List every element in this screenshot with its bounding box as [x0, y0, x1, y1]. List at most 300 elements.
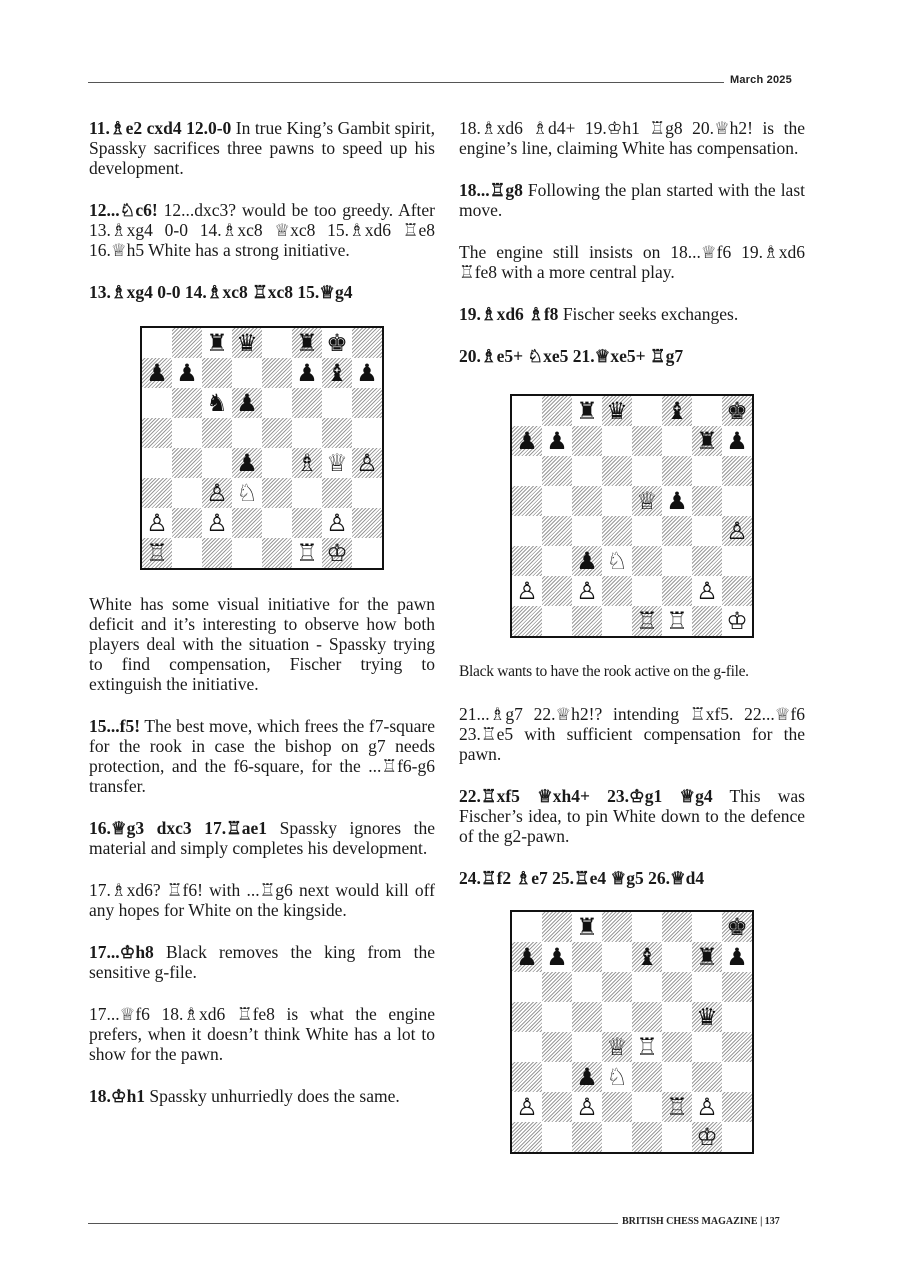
white-queen-icon: ♕: [606, 1033, 628, 1061]
board-square: [602, 942, 632, 972]
board-square: [692, 486, 722, 516]
white-knight-icon: ♘: [236, 479, 258, 507]
board-square: [512, 1062, 542, 1092]
black-pawn-icon: ♟: [576, 1063, 598, 1091]
board-square: [292, 448, 322, 478]
board-square: [662, 486, 692, 516]
board-square: [202, 328, 232, 358]
board-square: [632, 1092, 662, 1122]
board-square: [262, 328, 292, 358]
board-square: [542, 942, 572, 972]
board-square: [662, 516, 692, 546]
board-square: [542, 912, 572, 942]
board-square: [602, 516, 632, 546]
board-square: [722, 942, 752, 972]
board-square: [292, 418, 322, 448]
white-pawn-icon: ♙: [206, 479, 228, 507]
board-square: [662, 576, 692, 606]
board-square: [542, 456, 572, 486]
board-square: [662, 546, 692, 576]
board-square: [662, 972, 692, 1002]
black-pawn-icon: ♟: [236, 389, 258, 417]
board-square: [632, 1032, 662, 1062]
board-square: [722, 516, 752, 546]
board-square: [722, 1062, 752, 1092]
board-square: [692, 1002, 722, 1032]
board-square: [142, 328, 172, 358]
paragraph: [459, 346, 805, 366]
board-square: [542, 516, 572, 546]
commentary: White has some visual initiative for the pawn deficit and it’s interesting to observe how both players deal with the situation - Spassky trying to find compensation, Fischer trying to extinguish the initiative.: [89, 594, 435, 694]
board-square: [662, 1122, 692, 1152]
black-pawn-icon: ♟: [296, 359, 318, 387]
move-text: 18.♔h1: [89, 1086, 146, 1106]
board-square: [692, 1062, 722, 1092]
board-square: [292, 478, 322, 508]
board-square: [262, 448, 292, 478]
board-square: [572, 1032, 602, 1062]
move-text: 24.♖f2 ♗e7 25.♖e4 ♕g5 26.♕d4: [459, 868, 705, 888]
chess-diagram: [510, 394, 754, 638]
board-square: [632, 426, 662, 456]
board-square: [602, 486, 632, 516]
commentary: Following the plan started with the last move.: [459, 180, 805, 220]
chess-diagram: [510, 910, 754, 1154]
board-square: [572, 1122, 602, 1152]
right-column: [459, 118, 805, 1178]
move-text: 11.♗e2 cxd4 12.0-0: [89, 118, 232, 138]
position-after-21-rg7: [510, 394, 754, 638]
issue-date: March 2025: [730, 74, 792, 86]
board-square: [232, 508, 262, 538]
white-rook-icon: ♖: [666, 1093, 688, 1121]
board-square: [512, 606, 542, 636]
paragraph: [89, 594, 435, 694]
white-pawn-icon: ♙: [356, 449, 378, 477]
board-square: [602, 576, 632, 606]
commentary: Spassky unhurriedly does the same.: [145, 1086, 400, 1106]
white-pawn-icon: ♙: [516, 1093, 538, 1121]
board-square: [632, 606, 662, 636]
board-square: [722, 1002, 752, 1032]
black-bishop-icon: ♝: [326, 359, 348, 387]
commentary: 17.♗xd6? ♖f6! with ...♖g6 next would kill off any hopes for White on the kingside.: [89, 880, 435, 920]
chess-diagram: [140, 326, 384, 570]
board-square: [232, 358, 262, 388]
black-pawn-icon: ♟: [236, 449, 258, 477]
board-square: [142, 448, 172, 478]
board-square: [692, 516, 722, 546]
black-pawn-icon: ♟: [516, 943, 538, 971]
board-square: [352, 508, 382, 538]
board-square: [262, 388, 292, 418]
board-square: [692, 576, 722, 606]
black-queen-icon: ♛: [236, 329, 258, 357]
black-rook-icon: ♜: [206, 329, 228, 357]
position-after-26-qd4: [510, 910, 754, 1154]
black-rook-icon: ♜: [296, 329, 318, 357]
paragraph: [89, 1086, 435, 1106]
white-knight-icon: ♘: [606, 1063, 628, 1091]
board-square: [662, 606, 692, 636]
board-square: [722, 426, 752, 456]
board-square: [542, 546, 572, 576]
board-square: [542, 1122, 572, 1152]
paragraph: [459, 786, 805, 846]
board-square: [662, 1062, 692, 1092]
board-square: [262, 418, 292, 448]
board-square: [722, 396, 752, 426]
board-square: [662, 1002, 692, 1032]
board-square: [262, 478, 292, 508]
header-rule: [88, 82, 724, 83]
board-square: [232, 538, 262, 568]
paragraph: [89, 818, 435, 858]
board-square: [542, 486, 572, 516]
board-square: [322, 358, 352, 388]
board-square: [512, 1032, 542, 1062]
paragraph: [459, 704, 805, 764]
black-king-icon: ♚: [726, 397, 748, 425]
board-square: [572, 1002, 602, 1032]
white-pawn-icon: ♙: [326, 509, 348, 537]
black-pawn-icon: ♟: [576, 547, 598, 575]
white-pawn-icon: ♙: [206, 509, 228, 537]
board-square: [322, 328, 352, 358]
board-square: [542, 972, 572, 1002]
white-bishop-icon: ♗: [296, 449, 318, 477]
board-square: [352, 478, 382, 508]
black-pawn-icon: ♟: [146, 359, 168, 387]
paragraph: [459, 180, 805, 220]
white-pawn-icon: ♙: [726, 517, 748, 545]
black-pawn-icon: ♟: [546, 427, 568, 455]
black-rook-icon: ♜: [696, 427, 718, 455]
board-square: [632, 1122, 662, 1152]
black-pawn-icon: ♟: [546, 943, 568, 971]
board-square: [572, 942, 602, 972]
commentary: Black wants to have the rook active on the g-file.: [459, 663, 749, 680]
board-square: [512, 1002, 542, 1032]
board-square: [232, 448, 262, 478]
black-pawn-icon: ♟: [356, 359, 378, 387]
move-text: 17...♔h8: [89, 942, 154, 962]
paragraph: [459, 118, 805, 158]
board-square: [632, 972, 662, 1002]
paragraph: [89, 1004, 435, 1064]
board-square: [692, 546, 722, 576]
board-square: [722, 1092, 752, 1122]
board-square: [692, 1122, 722, 1152]
board-square: [232, 418, 262, 448]
board-square: [202, 358, 232, 388]
board-square: [542, 396, 572, 426]
white-pawn-icon: ♙: [146, 509, 168, 537]
board-square: [722, 576, 752, 606]
board-square: [262, 358, 292, 388]
white-rook-icon: ♖: [296, 539, 318, 567]
white-rook-icon: ♖: [666, 607, 688, 635]
board-square: [602, 1062, 632, 1092]
board-square: [352, 448, 382, 478]
paragraph: [459, 242, 805, 282]
board-square: [512, 456, 542, 486]
board-square: [542, 1062, 572, 1092]
board-square: [602, 546, 632, 576]
board-square: [632, 486, 662, 516]
board-square: [352, 418, 382, 448]
board-square: [572, 972, 602, 1002]
white-king-icon: ♔: [326, 539, 348, 567]
board-square: [542, 606, 572, 636]
board-square: [632, 546, 662, 576]
white-rook-icon: ♖: [636, 607, 658, 635]
paragraph: [89, 716, 435, 796]
board-square: [722, 546, 752, 576]
board-square: [202, 418, 232, 448]
board-square: [172, 358, 202, 388]
board-square: [722, 1032, 752, 1062]
commentary: This was Fischer’s idea, to pin White down to the defence of the g2-pawn.: [459, 786, 805, 846]
paragraph: [459, 304, 805, 324]
black-rook-icon: ♜: [576, 397, 598, 425]
board-square: [632, 1062, 662, 1092]
position-after-15-qg4: [140, 326, 384, 570]
board-square: [722, 456, 752, 486]
board-square: [172, 448, 202, 478]
black-bishop-icon: ♝: [636, 943, 658, 971]
board-square: [292, 538, 322, 568]
black-pawn-icon: ♟: [726, 427, 748, 455]
board-square: [322, 388, 352, 418]
board-square: [542, 426, 572, 456]
white-pawn-icon: ♙: [516, 577, 538, 605]
move-text: 15...f5!: [89, 716, 141, 736]
board-square: [662, 912, 692, 942]
board-square: [232, 478, 262, 508]
board-square: [322, 508, 352, 538]
commentary: In true King’s Gambit spirit, Spassky sacrifices three pawns to speed up his development.: [89, 118, 435, 178]
board-square: [662, 456, 692, 486]
commentary: The engine still insists on 18...♕f6 19.♗xd6 ♖fe8 with a more central play.: [459, 242, 805, 282]
board-square: [202, 478, 232, 508]
board-square: [172, 508, 202, 538]
board-square: [512, 486, 542, 516]
board-square: [512, 516, 542, 546]
board-square: [292, 388, 322, 418]
move-text: 12...♘c6!: [89, 200, 158, 220]
board-square: [692, 1092, 722, 1122]
paragraph: [89, 200, 435, 260]
board-square: [142, 478, 172, 508]
board-square: [602, 1032, 632, 1062]
black-queen-icon: ♛: [696, 1003, 718, 1031]
board-square: [692, 426, 722, 456]
white-pawn-icon: ♙: [576, 577, 598, 605]
white-rook-icon: ♖: [146, 539, 168, 567]
board-square: [292, 508, 322, 538]
board-square: [572, 486, 602, 516]
move-text: 13.♗xg4 0-0 14.♗xc8 ♖xc8 15.♕g4: [89, 282, 353, 302]
board-square: [662, 396, 692, 426]
white-pawn-icon: ♙: [696, 1093, 718, 1121]
board-square: [512, 576, 542, 606]
white-queen-icon: ♕: [636, 487, 658, 515]
board-square: [142, 358, 172, 388]
board-square: [602, 1002, 632, 1032]
board-square: [232, 388, 262, 418]
board-square: [722, 912, 752, 942]
board-square: [232, 328, 262, 358]
board-square: [572, 606, 602, 636]
move-text: 19.♗xd6 ♗f8: [459, 304, 559, 324]
board-square: [572, 546, 602, 576]
board-square: [512, 1092, 542, 1122]
paragraph: [89, 942, 435, 982]
paragraph: [89, 880, 435, 920]
board-square: [692, 912, 722, 942]
board-square: [692, 396, 722, 426]
board-square: [572, 912, 602, 942]
white-rook-icon: ♖: [636, 1033, 658, 1061]
commentary: 17...♕f6 18.♗xd6 ♖fe8 is what the engine prefers, when it doesn’t think White has a lot to show for the pawn.: [89, 1004, 435, 1064]
board-square: [262, 538, 292, 568]
board-square: [542, 576, 572, 606]
white-king-icon: ♔: [696, 1123, 718, 1151]
board-square: [202, 388, 232, 418]
white-pawn-icon: ♙: [696, 577, 718, 605]
paragraph: [89, 282, 435, 302]
paragraph: [89, 118, 435, 178]
black-knight-icon: ♞: [206, 389, 228, 417]
board-square: [172, 418, 202, 448]
paragraph: [459, 868, 805, 888]
board-square: [172, 538, 202, 568]
board-square: [602, 606, 632, 636]
commentary: 18.♗xd6 ♗d4+ 19.♔h1 ♖g8 20.♕h2! is the engine’s line, claiming White has compensation.: [459, 118, 805, 158]
commentary: Spassky ignores the material and simply completes his development.: [89, 818, 435, 858]
board-square: [722, 486, 752, 516]
board-square: [662, 1092, 692, 1122]
black-king-icon: ♚: [726, 913, 748, 941]
black-king-icon: ♚: [326, 329, 348, 357]
black-pawn-icon: ♟: [726, 943, 748, 971]
left-column: [89, 118, 435, 1128]
board-square: [542, 1092, 572, 1122]
board-square: [512, 942, 542, 972]
board-square: [602, 456, 632, 486]
black-rook-icon: ♜: [576, 913, 598, 941]
board-square: [572, 426, 602, 456]
white-queen-icon: ♕: [326, 449, 348, 477]
board-square: [572, 1092, 602, 1122]
board-square: [542, 1032, 572, 1062]
board-square: [692, 606, 722, 636]
board-square: [572, 456, 602, 486]
board-square: [512, 426, 542, 456]
board-square: [142, 538, 172, 568]
footer-rule: [88, 1223, 618, 1224]
board-square: [692, 972, 722, 1002]
board-square: [322, 538, 352, 568]
board-square: [602, 1092, 632, 1122]
board-square: [352, 358, 382, 388]
board-square: [692, 456, 722, 486]
black-queen-icon: ♛: [606, 397, 628, 425]
board-square: [632, 456, 662, 486]
board-square: [512, 972, 542, 1002]
black-pawn-icon: ♟: [516, 427, 538, 455]
commentary: 12...dxc3? would be too greedy. After 13.♗xg4 0-0 14.♗xc8 ♕xc8 15.♗xd6 ♖e8 16.♕h5 White has a strong initiative.: [89, 200, 435, 260]
board-square: [292, 328, 322, 358]
black-pawn-icon: ♟: [176, 359, 198, 387]
board-square: [512, 1122, 542, 1152]
commentary: Fischer seeks exchanges.: [558, 304, 739, 324]
board-square: [172, 388, 202, 418]
board-square: [602, 912, 632, 942]
board-square: [542, 1002, 572, 1032]
white-king-icon: ♔: [726, 607, 748, 635]
board-square: [602, 426, 632, 456]
board-square: [262, 508, 292, 538]
board-square: [512, 912, 542, 942]
board-square: [602, 972, 632, 1002]
board-square: [512, 396, 542, 426]
board-square: [142, 388, 172, 418]
board-square: [172, 328, 202, 358]
board-square: [632, 912, 662, 942]
commentary: The best move, which frees the f7-square for the rook in case the bishop on g7 needs protection, and the f6-square, for the ...♖f6-g6 transfer.: [89, 716, 435, 796]
board-square: [572, 1062, 602, 1092]
board-square: [352, 328, 382, 358]
move-text: 16.♕g3 dxc3 17.♖ae1: [89, 818, 268, 838]
board-square: [352, 388, 382, 418]
white-knight-icon: ♘: [606, 547, 628, 575]
board-square: [722, 972, 752, 1002]
black-pawn-icon: ♟: [666, 487, 688, 515]
board-square: [322, 418, 352, 448]
move-text: 20.♗e5+ ♘xe5 21.♕xe5+ ♖g7: [459, 346, 684, 366]
paragraph: [459, 662, 805, 682]
board-square: [142, 418, 172, 448]
board-square: [722, 606, 752, 636]
move-text: 18...♖g8: [459, 180, 523, 200]
board-square: [512, 546, 542, 576]
move-text: 22.♖xf5 ♕xh4+ 23.♔g1 ♕g4: [459, 786, 713, 806]
board-square: [632, 516, 662, 546]
board-square: [602, 396, 632, 426]
board-square: [692, 1032, 722, 1062]
board-square: [202, 538, 232, 568]
white-pawn-icon: ♙: [576, 1093, 598, 1121]
board-square: [722, 1122, 752, 1152]
board-square: [292, 358, 322, 388]
board-square: [572, 396, 602, 426]
commentary: Black removes the king from the sensitive g-file.: [89, 942, 435, 982]
board-square: [602, 1122, 632, 1152]
board-square: [352, 538, 382, 568]
board-square: [172, 478, 202, 508]
black-rook-icon: ♜: [696, 943, 718, 971]
board-square: [632, 576, 662, 606]
board-square: [572, 576, 602, 606]
board-square: [202, 448, 232, 478]
board-square: [322, 448, 352, 478]
footer-text: BRITISH CHESS MAGAZINE | 137: [622, 1216, 780, 1227]
board-square: [692, 942, 722, 972]
board-square: [662, 1032, 692, 1062]
black-bishop-icon: ♝: [666, 397, 688, 425]
